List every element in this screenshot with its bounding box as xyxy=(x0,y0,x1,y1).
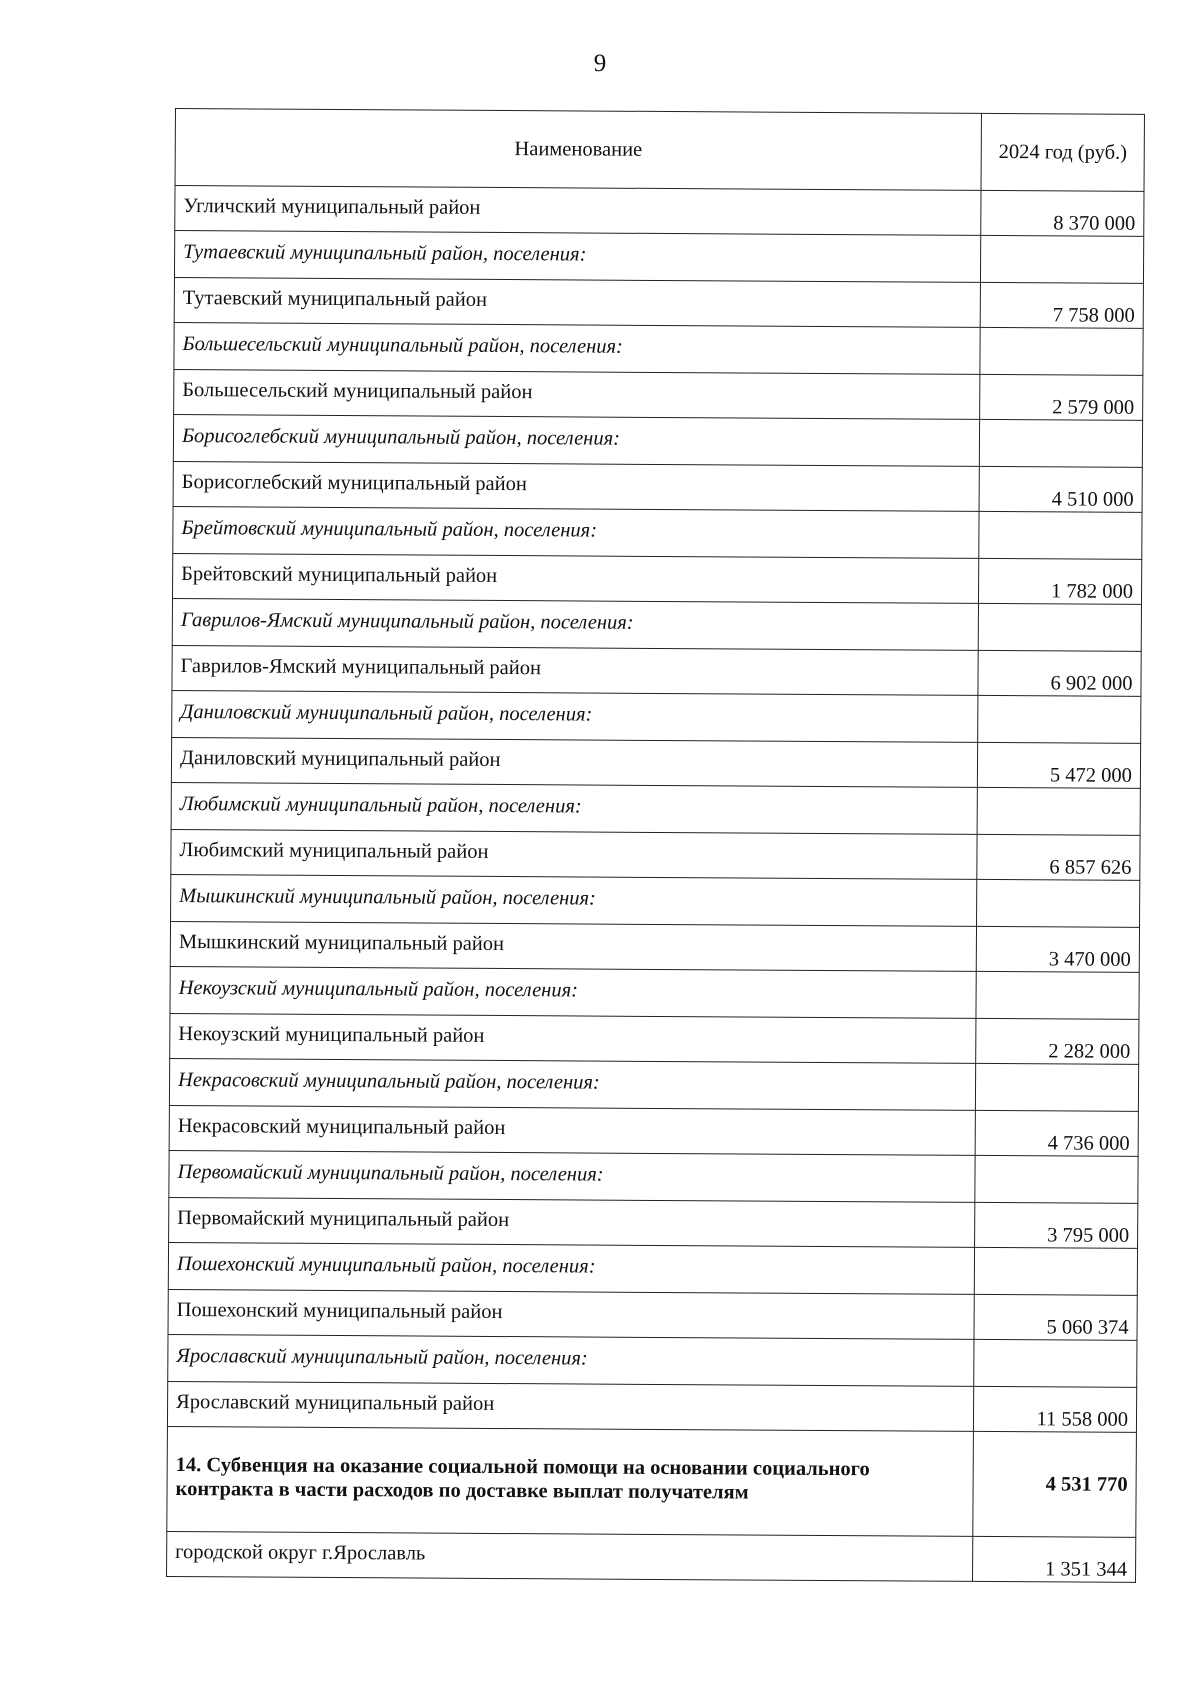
subgroup-row xyxy=(174,322,1143,375)
table-row xyxy=(168,1289,1137,1340)
row-name: городской округ г.Ярославль xyxy=(167,1531,973,1581)
subgroup-row xyxy=(174,231,1143,284)
table-header-row xyxy=(175,109,1144,192)
row-amount: 1 782 000 xyxy=(979,558,1142,604)
row-amount xyxy=(977,879,1140,927)
row-name: Некоузский муниципальный район xyxy=(170,1013,976,1063)
row-name: Тутаевский муниципальный район xyxy=(174,277,980,327)
table-row xyxy=(169,1105,1138,1156)
subgroup-row xyxy=(170,966,1139,1019)
row-amount xyxy=(974,1247,1137,1295)
row-amount: 6 902 000 xyxy=(978,650,1141,696)
row-name: Первомайский муниципальный район, поселения: xyxy=(169,1150,975,1202)
row-amount xyxy=(980,327,1143,375)
subgroup-row xyxy=(171,782,1140,835)
table-row xyxy=(173,461,1142,512)
table-body xyxy=(167,186,1144,1583)
row-name: Даниловский муниципальный район xyxy=(171,737,977,787)
table-row xyxy=(171,737,1140,788)
row-name: Тутаевский муниципальный район, поселения: xyxy=(174,231,980,283)
row-amount xyxy=(978,695,1141,743)
section-header-row xyxy=(167,1426,1137,1537)
table-row xyxy=(175,186,1144,237)
row-amount xyxy=(979,511,1142,559)
row-name: Гаврилов-Ямский муниципальный район xyxy=(172,645,978,695)
row-amount: 2 282 000 xyxy=(976,1018,1139,1064)
row-amount xyxy=(975,1155,1138,1203)
allocation-table xyxy=(166,108,1145,1583)
row-amount: 6 857 626 xyxy=(977,834,1140,880)
row-name: Пошехонский муниципальный район xyxy=(168,1289,974,1339)
row-amount xyxy=(977,787,1140,835)
subgroup-row xyxy=(169,1150,1138,1203)
row-name: Любимский муниципальный район xyxy=(171,829,977,879)
table-row xyxy=(172,645,1141,696)
row-name: Брейтовский муниципальный район, поселения: xyxy=(173,506,979,558)
row-amount xyxy=(974,1339,1137,1387)
row-amount: 5 060 374 xyxy=(974,1294,1137,1340)
subgroup-row xyxy=(171,874,1140,927)
row-amount xyxy=(981,235,1144,283)
row-amount xyxy=(979,419,1142,467)
table-row xyxy=(173,553,1142,604)
table-row xyxy=(169,1197,1138,1248)
row-name: Гаврилов-Ямский муниципальный район, поселения: xyxy=(172,598,978,650)
table-row xyxy=(170,921,1139,972)
header-name: Наименование xyxy=(175,109,982,191)
row-name: Большесельский муниципальный район xyxy=(174,369,980,419)
row-amount xyxy=(978,603,1141,651)
subgroup-row xyxy=(173,506,1142,559)
row-name: Брейтовский муниципальный район xyxy=(173,553,979,603)
subgroup-row xyxy=(169,1058,1138,1111)
row-name: Первомайский муниципальный район xyxy=(169,1197,975,1247)
row-amount: 8 370 000 xyxy=(981,190,1144,236)
row-amount: 3 470 000 xyxy=(976,926,1139,972)
subgroup-row xyxy=(172,690,1141,743)
row-name: Ярославский муниципальный район, поселения: xyxy=(168,1334,974,1386)
row-amount: 4 531 770 xyxy=(973,1431,1136,1537)
row-amount: 3 795 000 xyxy=(975,1202,1138,1248)
row-amount: 7 758 000 xyxy=(980,282,1143,328)
page-number: 9 xyxy=(593,50,607,77)
row-name: 14. Субвенция на оказание социальной помощи на основании социального контракта в части расходов по доставке выплат получателям xyxy=(167,1426,974,1536)
subgroup-row xyxy=(168,1334,1137,1387)
row-name: Ярославский муниципальный район xyxy=(167,1381,973,1431)
row-name: Некрасовский муниципальный район xyxy=(169,1105,975,1155)
row-amount: 1 351 344 xyxy=(973,1536,1136,1582)
table-row xyxy=(174,369,1143,420)
row-name: Угличский муниципальный район xyxy=(175,186,981,236)
row-name: Даниловский муниципальный район, поселения: xyxy=(172,690,978,742)
row-amount: 5 472 000 xyxy=(978,742,1141,788)
subgroup-row xyxy=(172,598,1141,651)
row-amount xyxy=(976,971,1139,1019)
table-row xyxy=(171,829,1140,880)
table-row xyxy=(174,277,1143,328)
row-amount: 4 736 000 xyxy=(975,1110,1138,1156)
subgroup-row xyxy=(168,1242,1137,1295)
row-name: Некоузский муниципальный район, поселения: xyxy=(170,966,976,1018)
table-row xyxy=(167,1381,1136,1432)
row-name: Пошехонский муниципальный район, поселения: xyxy=(168,1242,974,1294)
row-amount: 2 579 000 xyxy=(980,374,1143,420)
row-name: Борисоглебский муниципальный район, поселения: xyxy=(173,414,979,466)
row-amount: 4 510 000 xyxy=(979,466,1142,512)
row-amount: 11 558 000 xyxy=(974,1386,1137,1432)
table-row xyxy=(167,1531,1136,1582)
row-name: Некрасовский муниципальный район, поселения: xyxy=(169,1058,975,1110)
subgroup-row xyxy=(173,414,1142,467)
row-name: Борисоглебский муниципальный район xyxy=(173,461,979,511)
table-row xyxy=(170,1013,1139,1064)
row-name: Мышкинский муниципальный район xyxy=(170,921,976,971)
row-name: Любимский муниципальный район, поселения: xyxy=(171,782,977,834)
header-amount: 2024 год (руб.) xyxy=(981,113,1144,191)
row-name: Большесельский муниципальный район, поселения: xyxy=(174,322,980,374)
row-name: Мышкинский муниципальный район, поселения: xyxy=(171,874,977,926)
row-amount xyxy=(976,1063,1139,1111)
